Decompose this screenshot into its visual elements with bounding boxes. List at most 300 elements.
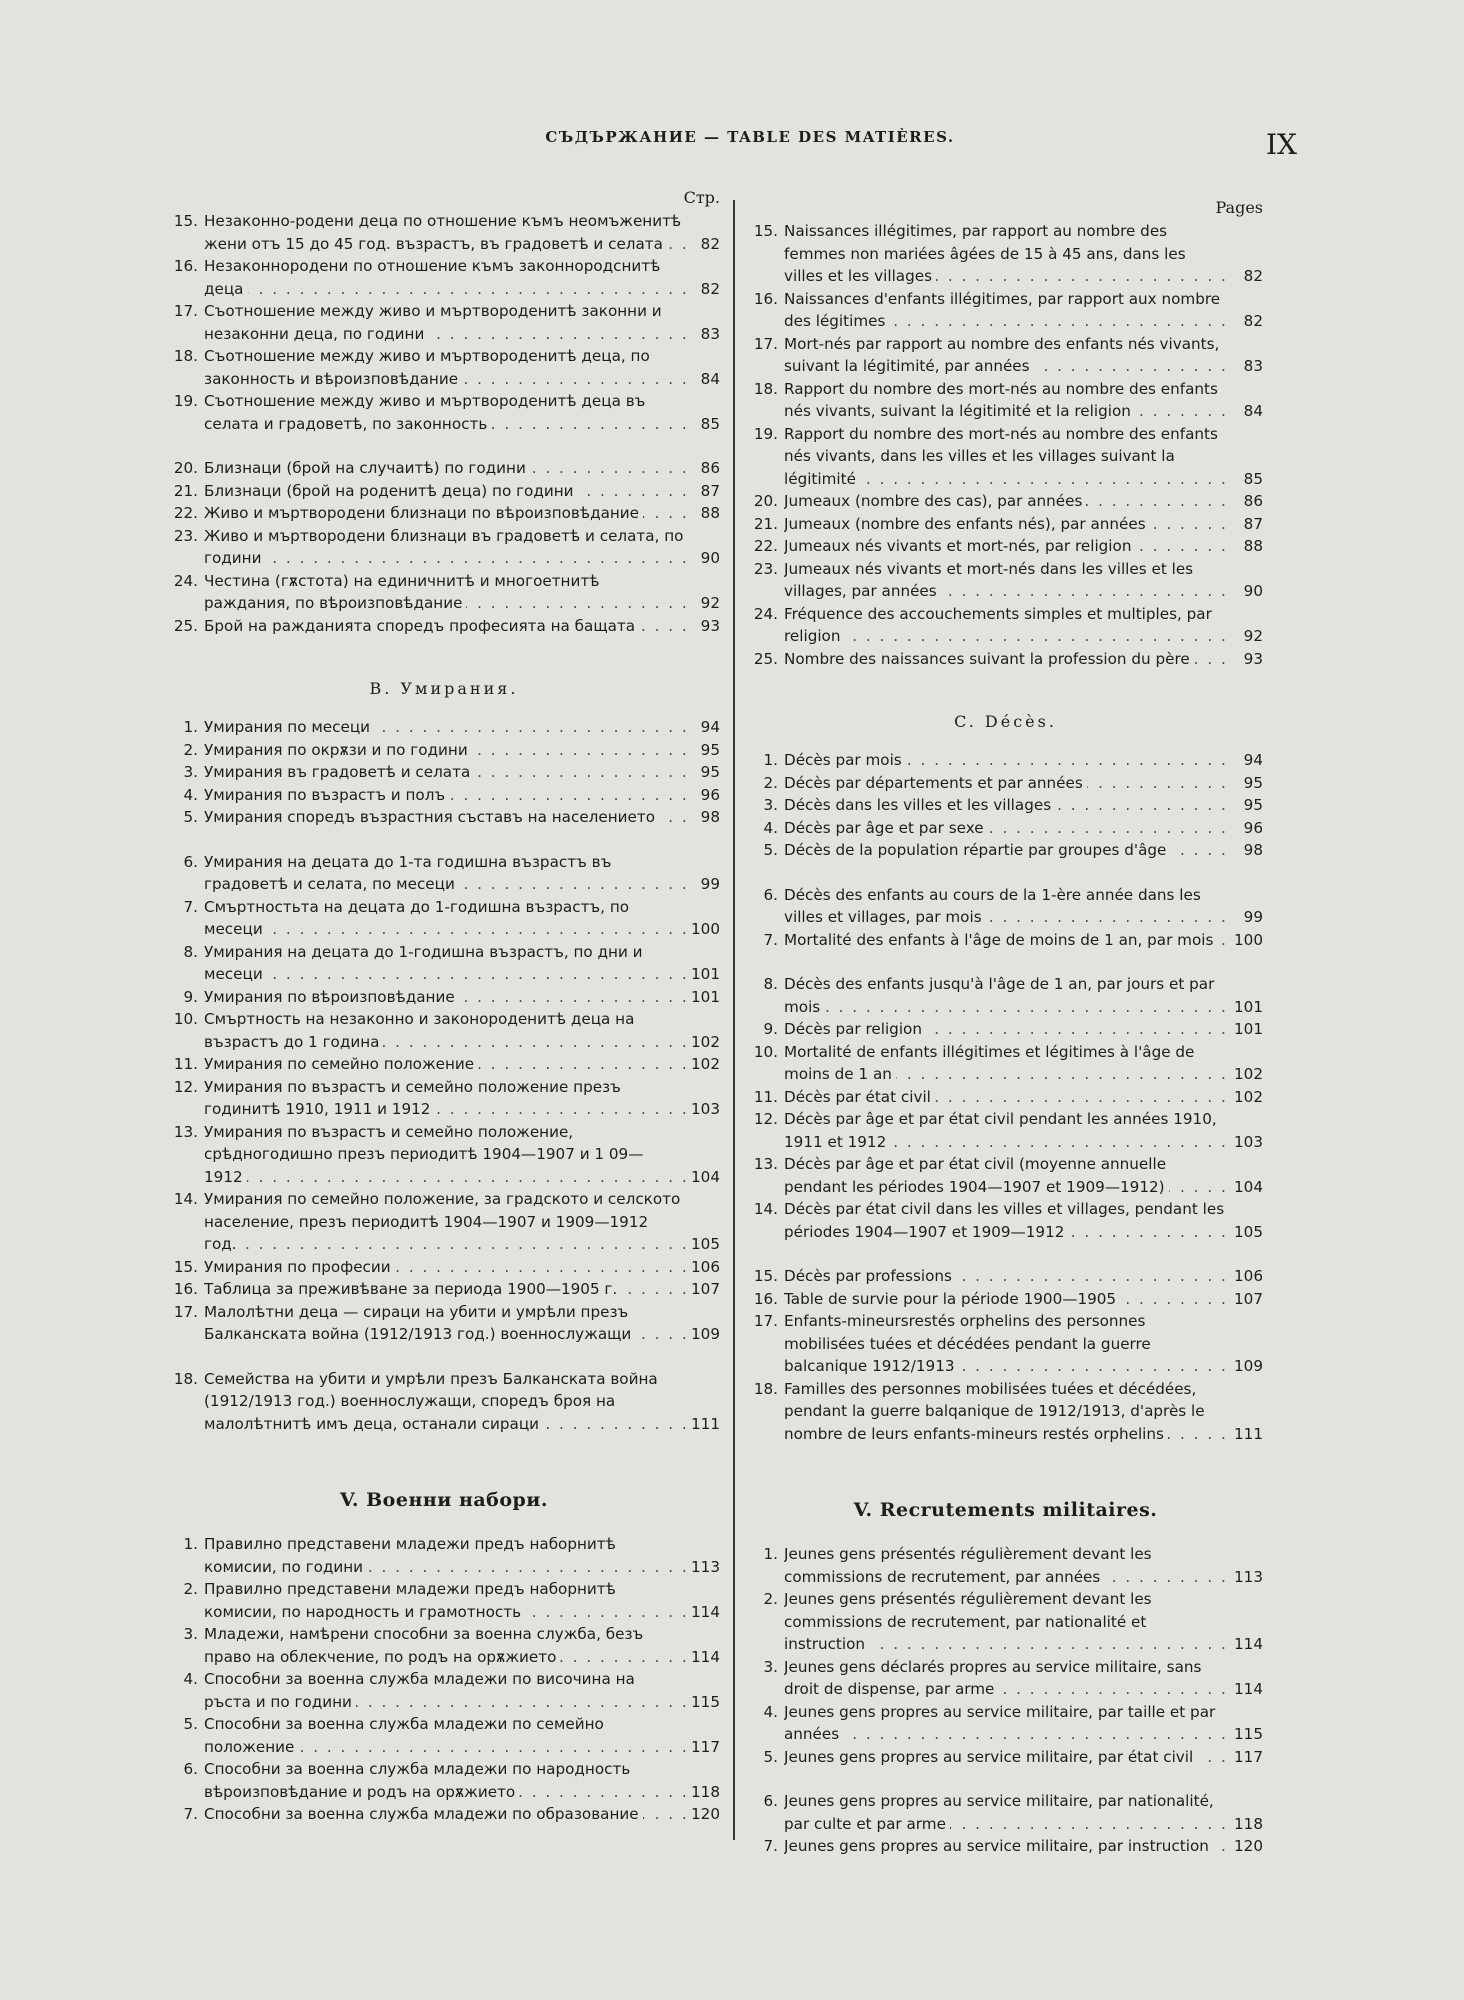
entry-title: Семейства на убити и умрѣли презъ Балканската война (1912/1913 год.) военнослужащи, споредъ броя на малолѣтнитѣ имъ деца, останали сираци bbox=[204, 1369, 658, 1433]
entry-title: Таблица за преживѣване за периода 1900—1905 г. bbox=[204, 1280, 621, 1298]
toc-entry bbox=[748, 423, 1263, 491]
toc-entry bbox=[748, 1378, 1263, 1446]
entry-number: 2. bbox=[763, 773, 778, 792]
entry-number: 5. bbox=[183, 808, 198, 826]
entry-page: 104 bbox=[691, 1167, 720, 1186]
toc-entry bbox=[168, 525, 720, 570]
entry-page: 103 bbox=[691, 1100, 720, 1118]
entry-number: 4. bbox=[763, 1702, 778, 1721]
entry-number: 12. bbox=[173, 1077, 198, 1096]
entry-page: 118 bbox=[691, 1782, 720, 1801]
section-title-military: V. Военни набори. bbox=[339, 1489, 549, 1511]
toc-entry bbox=[168, 739, 720, 762]
entry-number: 1. bbox=[763, 1545, 778, 1563]
deaths-list bbox=[168, 716, 720, 1435]
toc-entry bbox=[168, 761, 720, 784]
entry-page: 100 bbox=[1234, 930, 1263, 949]
entry-page: 85 bbox=[1243, 469, 1263, 488]
entry-title: Умирания по възрастъ и семейно положение презъ годинитѣ 1910, 1911 и 1912 bbox=[204, 1077, 621, 1118]
entry-title: Честина (гѫстота) на единичнитѣ и многоетнитѣ раждания, по вѣроизповѣдание bbox=[204, 571, 600, 612]
entry-number: 18. bbox=[173, 1369, 198, 1388]
entry-number: 16. bbox=[173, 257, 198, 275]
entry-page: 113 bbox=[1234, 1567, 1263, 1586]
entry-number: 19. bbox=[753, 424, 778, 443]
entry-title: Décès par état civil bbox=[784, 1088, 935, 1106]
entry-title: Съотношение между живо и мъртвороденитѣ законни и незаконни деца, по години bbox=[204, 302, 662, 343]
entry-title: Малолѣтни деца — сираци на убити и умрѣли презъ Балканската война (1912/1913 год.) военнослужащи bbox=[204, 1303, 635, 1344]
entry-number: 5. bbox=[763, 841, 778, 859]
entry-page: 82 bbox=[1243, 267, 1263, 285]
toc-entry bbox=[168, 345, 720, 390]
toc-entry bbox=[748, 513, 1263, 536]
pages-label: Стр. bbox=[683, 188, 720, 207]
entry-page: 96 bbox=[700, 785, 720, 804]
entry-page: 102 bbox=[1234, 1065, 1263, 1083]
entry-number: 22. bbox=[753, 537, 778, 555]
entry-title: Живо и мъртвородени близнаци по вѣроизповѣдание bbox=[204, 504, 643, 522]
entry-number: 19. bbox=[173, 392, 198, 410]
entry-page: 101 bbox=[1234, 997, 1263, 1016]
entry-page: 94 bbox=[1243, 751, 1263, 769]
toc-entry bbox=[748, 1288, 1263, 1311]
entry-title: Близнаци (брой на роденитѣ деца) по години bbox=[204, 482, 578, 500]
toc-entry bbox=[748, 1790, 1263, 1835]
toc-entry bbox=[748, 603, 1263, 648]
entry-page: 120 bbox=[1234, 1837, 1263, 1855]
toc-entry bbox=[168, 1188, 720, 1256]
entry-number: 10. bbox=[753, 1042, 778, 1061]
entry-number: 2. bbox=[183, 1580, 198, 1598]
entry-page: 100 bbox=[691, 920, 720, 938]
entry-page: 114 bbox=[691, 1602, 720, 1621]
entry-number: 14. bbox=[753, 1200, 778, 1218]
toc-entry bbox=[748, 333, 1263, 378]
entry-page: 120 bbox=[691, 1805, 720, 1823]
toc-entry bbox=[168, 480, 720, 503]
entry-title: Младежи, намѣрени способни за военна служба, безъ право на облекчение, по родъ на орѫжието bbox=[204, 1625, 644, 1666]
entry-title: Jeunes gens propres au service militaire, par taille et par années bbox=[784, 1702, 1216, 1743]
toc-entry bbox=[168, 851, 720, 896]
entry-title: Способни за военна служба младежи по народность вѣроизповѣдание и родъ на орѫжието bbox=[204, 1760, 631, 1801]
entry-title: Nombre des naissances suivant la profession du père bbox=[784, 650, 1194, 668]
entry-page: 106 bbox=[691, 1257, 720, 1276]
toc-entry bbox=[168, 1076, 720, 1121]
entry-title: Смъртностьта на децата до 1-годишна възрастъ, по месеци bbox=[204, 897, 630, 938]
toc-entry bbox=[748, 558, 1263, 603]
entry-number: 17. bbox=[173, 302, 198, 320]
entry-title: Jumeaux nés vivants et mort-nés dans les villes et les villages, par années bbox=[784, 559, 1194, 600]
entry-number: 18. bbox=[173, 347, 198, 365]
entry-page: 82 bbox=[700, 279, 720, 298]
left-column-bulgarian bbox=[168, 188, 720, 1826]
entry-number: 6. bbox=[183, 852, 198, 871]
toc-entry bbox=[168, 1713, 720, 1758]
military-list bbox=[168, 1533, 720, 1826]
entry-page: 101 bbox=[691, 965, 720, 983]
toc-entry bbox=[168, 1758, 720, 1803]
military-list bbox=[748, 1543, 1263, 1858]
toc-entry bbox=[168, 502, 720, 525]
entry-page: 107 bbox=[1234, 1289, 1263, 1308]
entry-title: Умирания по възрастъ и полъ bbox=[204, 786, 449, 804]
toc-entry bbox=[748, 817, 1263, 840]
entry-page: 102 bbox=[691, 1032, 720, 1051]
entry-page: 93 bbox=[700, 616, 720, 635]
toc-entry bbox=[748, 378, 1263, 423]
entry-title: Умирания на децата до 1-та годишна възрастъ въ градоветѣ и селата, по месеци bbox=[204, 852, 612, 893]
toc-entry bbox=[748, 1588, 1263, 1656]
page-number: IX bbox=[1266, 128, 1297, 161]
toc-entry bbox=[748, 1701, 1263, 1746]
entry-page: 92 bbox=[1243, 627, 1263, 645]
entry-number: 7. bbox=[763, 930, 778, 949]
entry-number: 3. bbox=[183, 763, 198, 781]
entry-page: 88 bbox=[700, 504, 720, 522]
entry-number: 15. bbox=[753, 1267, 778, 1285]
column-divider bbox=[733, 200, 735, 1840]
entry-title: Décès par âge et par état civil (moyenne annuelle pendant les périodes 1904—1907 et 1909—1912) bbox=[784, 1155, 1169, 1196]
toc-entry bbox=[168, 1256, 720, 1279]
entry-page: 115 bbox=[1234, 1725, 1263, 1743]
entry-number: 8. bbox=[763, 975, 778, 993]
entry-number: 13. bbox=[753, 1155, 778, 1173]
entry-title: Jumeaux (nombre des enfants nés), par années bbox=[784, 515, 1150, 533]
entry-number: 5. bbox=[763, 1747, 778, 1766]
entry-page: 93 bbox=[1243, 649, 1263, 668]
entry-number: 1. bbox=[183, 1535, 198, 1553]
entry-title: Familles des personnes mobilisées tuées et décédées, pendant la guerre balqanique de 1912/1913, d'après le nombre de leurs enfants-mineurs restés orphelins bbox=[784, 1379, 1205, 1443]
entry-title: Jumeaux (nombre des cas), par années bbox=[784, 492, 1086, 510]
pages-label: Pages bbox=[1215, 198, 1263, 217]
entry-number: 24. bbox=[753, 604, 778, 623]
entry-number: 5. bbox=[183, 1715, 198, 1733]
toc-entry bbox=[748, 772, 1263, 795]
entry-title: Décès de la population répartie par groupes d'âge bbox=[784, 841, 1170, 859]
entry-number: 9. bbox=[763, 1020, 778, 1038]
entry-number: 17. bbox=[173, 1302, 198, 1321]
entry-number: 18. bbox=[753, 1379, 778, 1398]
entry-page: 101 bbox=[691, 987, 720, 1006]
entry-page: 99 bbox=[1243, 908, 1263, 926]
entry-page: 99 bbox=[700, 875, 720, 893]
entry-page: 111 bbox=[691, 1414, 720, 1433]
entry-number: 22. bbox=[173, 504, 198, 522]
entry-page: 82 bbox=[700, 234, 720, 253]
toc-entry bbox=[748, 648, 1263, 671]
entry-title: Mortalité de enfants illégitimes et légitimes à l'âge de moins de 1 an bbox=[784, 1042, 1195, 1083]
entry-page: 114 bbox=[1234, 1635, 1263, 1653]
entry-title: Съотношение между живо и мъртвороденитѣ деца въ селата и градоветѣ, по законность bbox=[204, 392, 646, 433]
entry-title: Умирания по възрастъ и семейно положение, срѣдногодишно презъ периодитѣ 1904—1907 и 1 09—1912 bbox=[204, 1122, 644, 1186]
toc-entry bbox=[748, 839, 1263, 862]
entry-title: Умирания по професии bbox=[204, 1258, 395, 1276]
entry-page: 117 bbox=[1234, 1747, 1263, 1766]
entry-title: Правилно представени младежи предъ наборнитѣ комисии, по години bbox=[204, 1535, 616, 1576]
running-header: СЪДЪРЖАНИЕ — TABLE DES MATIÈRES. bbox=[545, 128, 955, 146]
entry-page: 105 bbox=[691, 1235, 720, 1253]
entry-title: Незаконно-родени деца по отношение къмъ неомъженитѣ жени отъ 15 до 45 год. възрастъ, въ градоветѣ и селата bbox=[204, 212, 682, 253]
entry-number: 4. bbox=[183, 1670, 198, 1688]
entry-page: 106 bbox=[1234, 1267, 1263, 1285]
entry-page: 107 bbox=[691, 1280, 720, 1298]
entry-page: 86 bbox=[1243, 492, 1263, 510]
entry-title: Смъртность на незаконно и законороденитѣ деца на възрастъ до 1 година bbox=[204, 1010, 635, 1051]
entry-number: 11. bbox=[753, 1087, 778, 1106]
entry-title: Jeunes gens présentés régulièrement devant les commissions de recrutement, par années bbox=[784, 1545, 1152, 1586]
entry-number: 3. bbox=[763, 1657, 778, 1676]
toc-entry bbox=[168, 300, 720, 345]
toc-entry bbox=[748, 1656, 1263, 1701]
entry-page: 117 bbox=[691, 1737, 720, 1756]
entry-title: Rapport du nombre des mort-nés au nombre des enfants nés vivants, dans les villes et les villages suivant la légitimité bbox=[784, 424, 1218, 488]
entry-page: 102 bbox=[1234, 1087, 1263, 1106]
entry-title: Jeunes gens propres au service militaire, par instruction bbox=[784, 1837, 1213, 1855]
entry-number: 17. bbox=[753, 1312, 778, 1330]
entry-title: Живо и мъртвородени близнаци въ градоветѣ и селата, по години bbox=[204, 526, 684, 567]
entry-page: 104 bbox=[1234, 1177, 1263, 1196]
entry-page: 103 bbox=[1234, 1132, 1263, 1151]
entry-title: Умирания въ градоветѣ и селата bbox=[204, 763, 474, 781]
entry-number: 15. bbox=[173, 1257, 198, 1276]
toc-entry bbox=[748, 1018, 1263, 1041]
entry-title: Умирания по месеци bbox=[204, 718, 374, 736]
entry-page: 101 bbox=[1234, 1020, 1263, 1038]
entry-title: Décès dans les villes et les villages bbox=[784, 796, 1055, 814]
entry-title: Умирания на децата до 1-годишна възрастъ, по дни и месеци bbox=[204, 942, 643, 983]
entry-page: 102 bbox=[691, 1055, 720, 1073]
entry-number: 6. bbox=[763, 1792, 778, 1810]
entry-page: 95 bbox=[700, 763, 720, 781]
entry-page: 113 bbox=[691, 1557, 720, 1576]
entry-number: 8. bbox=[183, 942, 198, 961]
entry-title: Table de survie pour la période 1900—1905 bbox=[784, 1290, 1120, 1308]
section-title-deaths: C. Décès. bbox=[954, 712, 1057, 731]
entry-number: 7. bbox=[763, 1837, 778, 1855]
entry-number: 12. bbox=[753, 1110, 778, 1128]
entry-title: Naissances illégitimes, par rapport au nombre des femmes non mariées âgées de 15 à 45 ans, dans les villes et les villages bbox=[784, 222, 1186, 285]
entry-title: Съотношение между живо и мъртвороденитѣ деца, по законность и вѣроизповѣдание bbox=[204, 347, 650, 388]
toc-entry bbox=[748, 1835, 1263, 1858]
entry-number: 7. bbox=[183, 1805, 198, 1823]
toc-entry bbox=[748, 1041, 1263, 1086]
toc-entry bbox=[168, 806, 720, 829]
toc-entry bbox=[748, 288, 1263, 333]
toc-entry bbox=[748, 749, 1263, 772]
entry-title: Близнаци (брой на случаитѣ) по години bbox=[204, 459, 530, 477]
entry-number: 11. bbox=[173, 1055, 198, 1073]
toc-entry bbox=[748, 929, 1263, 952]
section-title-military: V. Recrutements militaires. bbox=[853, 1499, 1158, 1521]
entry-number: 4. bbox=[763, 818, 778, 837]
entry-title: Enfants-mineursrestés orphelins des personnes mobilisées tuées et décédées pendant la guerre balcanique 1912/1913 bbox=[784, 1312, 1151, 1375]
toc-entry bbox=[748, 794, 1263, 817]
entry-title: Умирания по окрѫзи и по години bbox=[204, 741, 472, 759]
entry-title: Способни за военна служба младежи по семейно положение bbox=[204, 1715, 604, 1756]
entry-title: Брой на ражданията споредъ професията на бащата bbox=[204, 617, 639, 635]
toc-entry bbox=[168, 1803, 720, 1826]
entry-title: Умирания по семейно положение, за градското и селското население, презъ периодитѣ 1904—1907 и 1909—1912 год. bbox=[204, 1190, 681, 1253]
entry-page: 115 bbox=[691, 1692, 720, 1711]
births-list bbox=[168, 210, 720, 637]
entry-title: Décès par âge et par état civil pendant les années 1910, 1911 et 1912 bbox=[784, 1110, 1217, 1151]
toc-entry bbox=[748, 535, 1263, 558]
entry-page: 87 bbox=[1243, 514, 1263, 533]
toc-entry bbox=[168, 1368, 720, 1436]
entry-page: 95 bbox=[1243, 796, 1263, 814]
section-title-deaths: В. Умирания. bbox=[369, 679, 519, 698]
entry-page: 88 bbox=[1243, 537, 1263, 555]
entry-page: 90 bbox=[700, 549, 720, 567]
entry-page: 105 bbox=[1234, 1222, 1263, 1241]
toc-entry bbox=[168, 255, 720, 300]
entry-number: 2. bbox=[183, 740, 198, 759]
toc-entry bbox=[168, 986, 720, 1009]
entry-page: 87 bbox=[700, 481, 720, 500]
entry-page: 92 bbox=[700, 594, 720, 612]
entry-title: Умирания споредъ възрастния съставъ на населението bbox=[204, 808, 659, 826]
entry-number: 16. bbox=[173, 1280, 198, 1298]
entry-page: 114 bbox=[691, 1647, 720, 1666]
entry-number: 18. bbox=[753, 379, 778, 398]
entry-title: Naissances d'enfants illégitimes, par rapport aux nombre des légitimes bbox=[784, 289, 1221, 330]
entry-title: Décès par départements et par années bbox=[784, 774, 1087, 792]
toc-entry bbox=[168, 1121, 720, 1189]
entry-number: 20. bbox=[753, 492, 778, 510]
entry-title: Décès par professions bbox=[784, 1267, 956, 1285]
entry-page: 82 bbox=[1243, 312, 1263, 330]
toc-entry bbox=[168, 784, 720, 807]
toc-entry bbox=[168, 390, 720, 435]
entry-number: 3. bbox=[763, 796, 778, 814]
toc-entry bbox=[168, 615, 720, 638]
entry-number: 13. bbox=[173, 1122, 198, 1141]
entry-page: 85 bbox=[700, 414, 720, 433]
toc-entry bbox=[168, 1623, 720, 1668]
entry-title: Умирания по семейно положение bbox=[204, 1055, 478, 1073]
entry-page: 114 bbox=[1234, 1680, 1263, 1698]
entry-number: 6. bbox=[183, 1760, 198, 1778]
entry-page: 84 bbox=[1243, 402, 1263, 420]
entry-number: 23. bbox=[173, 526, 198, 545]
entry-title: Jeunes gens propres au service militaire, par nationalité, par culte et par arme bbox=[784, 1792, 1214, 1833]
toc-entry bbox=[168, 1008, 720, 1053]
entry-page: 96 bbox=[1243, 818, 1263, 837]
entry-title: Способни за военна служба младежи по височина на ръста и по години bbox=[204, 1670, 635, 1711]
entry-page: 94 bbox=[700, 718, 720, 736]
entry-number: 6. bbox=[763, 885, 778, 904]
toc-entry bbox=[748, 884, 1263, 929]
toc-entry bbox=[748, 1310, 1263, 1378]
toc-entry bbox=[168, 210, 720, 255]
toc-entry bbox=[168, 1668, 720, 1713]
entry-page: 109 bbox=[1234, 1357, 1263, 1375]
toc-entry bbox=[748, 1108, 1263, 1153]
toc-entry bbox=[748, 1086, 1263, 1109]
toc-entry bbox=[748, 1746, 1263, 1769]
toc-entry bbox=[748, 220, 1263, 288]
entry-title: Jumeaux nés vivants et mort-nés, par religion bbox=[784, 537, 1135, 555]
entry-title: Незаконнородени по отношение къмъ законнородснитѣ деца bbox=[204, 257, 661, 298]
entry-page: 118 bbox=[1234, 1814, 1263, 1833]
entry-page: 86 bbox=[700, 459, 720, 477]
toc-entry bbox=[168, 1533, 720, 1578]
toc-entry bbox=[748, 1265, 1263, 1288]
entry-number: 21. bbox=[173, 481, 198, 500]
entry-number: 2. bbox=[763, 1590, 778, 1608]
entry-page: 95 bbox=[1243, 773, 1263, 792]
entry-title: Décès par mois bbox=[784, 751, 906, 769]
entry-page: 84 bbox=[700, 369, 720, 388]
entry-title: Mortalité des enfants à l'âge de moins de 1 an, par mois bbox=[784, 931, 1217, 949]
toc-entry bbox=[168, 941, 720, 986]
entry-title: Mort-nés par rapport au nombre des enfants nés vivants, suivant la légitimité, par années bbox=[784, 334, 1220, 375]
toc-entry bbox=[748, 490, 1263, 513]
entry-page: 83 bbox=[1243, 357, 1263, 375]
entry-title: Décès par âge et par sexe bbox=[784, 819, 988, 837]
entry-number: 4. bbox=[183, 785, 198, 804]
entry-title: Jeunes gens déclarés propres au service militaire, sans droit de dispense, par arme bbox=[784, 1657, 1202, 1698]
toc-entry bbox=[748, 1153, 1263, 1198]
toc-entry bbox=[168, 1053, 720, 1076]
entry-title: Jeunes gens présentés régulièrement devant les commissions de recrutement, par nationalité et instruction bbox=[784, 1590, 1152, 1653]
toc-entry bbox=[748, 1198, 1263, 1243]
toc-entry bbox=[748, 1543, 1263, 1588]
toc-entry bbox=[168, 457, 720, 480]
entry-title: Décès par religion bbox=[784, 1020, 926, 1038]
entry-title: Rapport du nombre des mort-nés au nombre des enfants nés vivants, suivant la légitimité et la religion bbox=[784, 379, 1218, 420]
births-list bbox=[748, 220, 1263, 670]
entry-number: 25. bbox=[173, 616, 198, 635]
toc-entry bbox=[168, 570, 720, 615]
entry-number: 23. bbox=[753, 559, 778, 578]
entry-page: 98 bbox=[700, 808, 720, 826]
entry-number: 21. bbox=[753, 514, 778, 533]
entry-number: 3. bbox=[183, 1625, 198, 1643]
entry-number: 1. bbox=[763, 751, 778, 769]
entry-page: 98 bbox=[1243, 841, 1263, 859]
right-column-french bbox=[748, 198, 1263, 1858]
entry-number: 16. bbox=[753, 289, 778, 308]
entry-title: Jeunes gens propres au service militaire, par état civil bbox=[784, 1748, 1197, 1766]
entry-page: 111 bbox=[1234, 1424, 1263, 1443]
entry-title: Правилно представени младежи предъ наборнитѣ комисии, по народность и грамотность bbox=[204, 1580, 616, 1621]
entry-number: 1. bbox=[183, 718, 198, 736]
entry-title: Умирания по вѣроизповѣдание bbox=[204, 988, 459, 1006]
entry-number: 9. bbox=[183, 987, 198, 1006]
deaths-list bbox=[748, 749, 1263, 1445]
entry-number: 7. bbox=[183, 897, 198, 916]
toc-entry bbox=[168, 1578, 720, 1623]
entry-number: 20. bbox=[173, 459, 198, 477]
entry-title: Décès des enfants au cours de la 1-ère année dans les villes et villages, par mois bbox=[784, 885, 1201, 926]
toc-entry bbox=[168, 896, 720, 941]
entry-page: 109 bbox=[691, 1325, 720, 1343]
entry-page: 95 bbox=[700, 740, 720, 759]
entry-page: 83 bbox=[700, 324, 720, 343]
entry-number: 15. bbox=[753, 222, 778, 240]
entry-number: 16. bbox=[753, 1289, 778, 1308]
toc-entry bbox=[168, 1301, 720, 1346]
toc-entry bbox=[748, 973, 1263, 1018]
entry-title: Décès par état civil dans les villes et villages, pendant les périodes 1904—1907 et 1909—1912 bbox=[784, 1200, 1225, 1241]
entry-title: Способни за военна служба младежи по образование bbox=[204, 1805, 643, 1823]
entry-number: 15. bbox=[173, 212, 198, 230]
entry-number: 17. bbox=[753, 334, 778, 353]
entry-title: Décès des enfants jusqu'à l'âge de 1 an, par jours et par mois bbox=[784, 975, 1215, 1016]
entry-number: 25. bbox=[753, 649, 778, 668]
entry-title: Fréquence des accouchements simples et multiples, par religion bbox=[784, 604, 1212, 645]
entry-number: 24. bbox=[173, 571, 198, 590]
